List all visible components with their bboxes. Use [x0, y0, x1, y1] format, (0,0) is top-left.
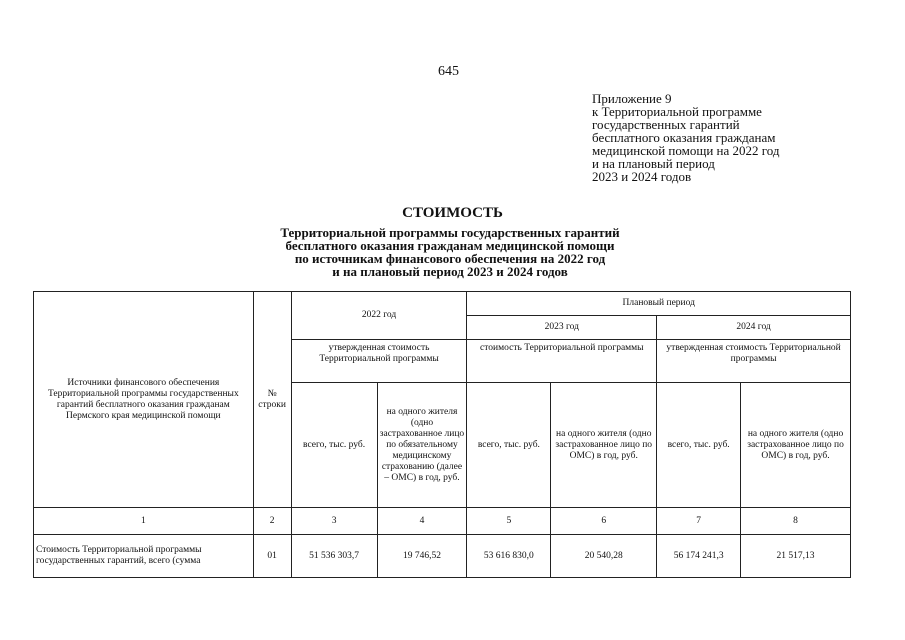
appendix-line: медицинской помощи на 2022 год — [592, 143, 780, 158]
column-number: 3 — [291, 508, 377, 535]
cell-total-2022: 51 536 303,7 — [291, 535, 377, 578]
cell-per-capita-2023: 20 540,28 — [551, 535, 657, 578]
subtitle-line: и на плановый период 2023 и 2024 годов — [332, 264, 568, 279]
column-number: 4 — [377, 508, 467, 535]
document-subtitle — [190, 226, 710, 278]
appendix-line: государственных гарантий — [592, 117, 740, 132]
subtitle-line: бесплатного оказания гражданам медицинской помощи — [285, 238, 615, 253]
document-title: СТОИМОСТЬ — [402, 205, 503, 221]
header-per-capita-2024: на одного жителя (одно застрахованное лицо по ОМС) в год, руб. — [741, 383, 851, 508]
table-row — [34, 535, 851, 578]
appendix-line: к Территориальной программе — [592, 104, 762, 119]
cell-total-2024: 56 174 241,3 — [657, 535, 741, 578]
column-number-row — [34, 508, 851, 535]
cell-per-capita-2022: 19 746,52 — [377, 535, 467, 578]
header-year-2022: 2022 год — [291, 292, 467, 340]
column-number: 5 — [467, 508, 551, 535]
appendix-line: Приложение 9 — [592, 91, 672, 106]
appendix-line: 2023 и 2024 годов — [592, 169, 692, 184]
appendix-line: и на плановый период — [592, 156, 715, 171]
header-planned-period: Плановый период — [467, 292, 851, 316]
header-row-number: № строки — [253, 292, 291, 508]
header-total-2024: всего, тыс. руб. — [657, 383, 741, 508]
column-number: 2 — [253, 508, 291, 535]
cell-row-number: 01 — [253, 535, 291, 578]
header-source: Источники финансового обеспечения Территориальной программы государственных гарантий бесплатного оказания гражданам Пермского края медицинской помощи — [34, 292, 254, 508]
cell-source: Стоимость Территориальной программы государственных гарантий, всего (сумма — [34, 535, 254, 578]
header-per-capita-2022: на одного жителя (одно застрахованное лицо по обязательному медицинскому страхованию (далее – ОМС) в год, руб. — [377, 383, 467, 508]
column-number: 8 — [741, 508, 851, 535]
cell-per-capita-2024: 21 517,13 — [741, 535, 851, 578]
header-per-capita-2023: на одного жителя (одно застрахованное лицо по ОМС) в год, руб. — [551, 383, 657, 508]
header-total-2023: всего, тыс. руб. — [467, 383, 551, 508]
header-total-2022: всего, тыс. руб. — [291, 383, 377, 508]
header-year-2024: 2024 год — [657, 316, 851, 340]
column-number: 6 — [551, 508, 657, 535]
cell-total-2023: 53 616 830,0 — [467, 535, 551, 578]
subtitle-line: Территориальной программы государственных гарантий — [280, 225, 620, 240]
header-group-2024: утвержденная стоимость Территориальной программы — [657, 340, 851, 383]
header-group-2022: утвержденная стоимость Территориальной программы — [291, 340, 467, 383]
appendix-line: бесплатного оказания гражданам — [592, 130, 776, 145]
header-year-2023: 2023 год — [467, 316, 657, 340]
subtitle-line: по источникам финансового обеспечения на 2022 год — [294, 251, 606, 266]
column-number: 1 — [34, 508, 254, 535]
header-group-2023: стоимость Территориальной программы — [467, 340, 657, 383]
cost-table — [33, 291, 851, 578]
appendix-note — [592, 92, 780, 183]
page-number: 645 — [438, 64, 459, 79]
column-number: 7 — [657, 508, 741, 535]
